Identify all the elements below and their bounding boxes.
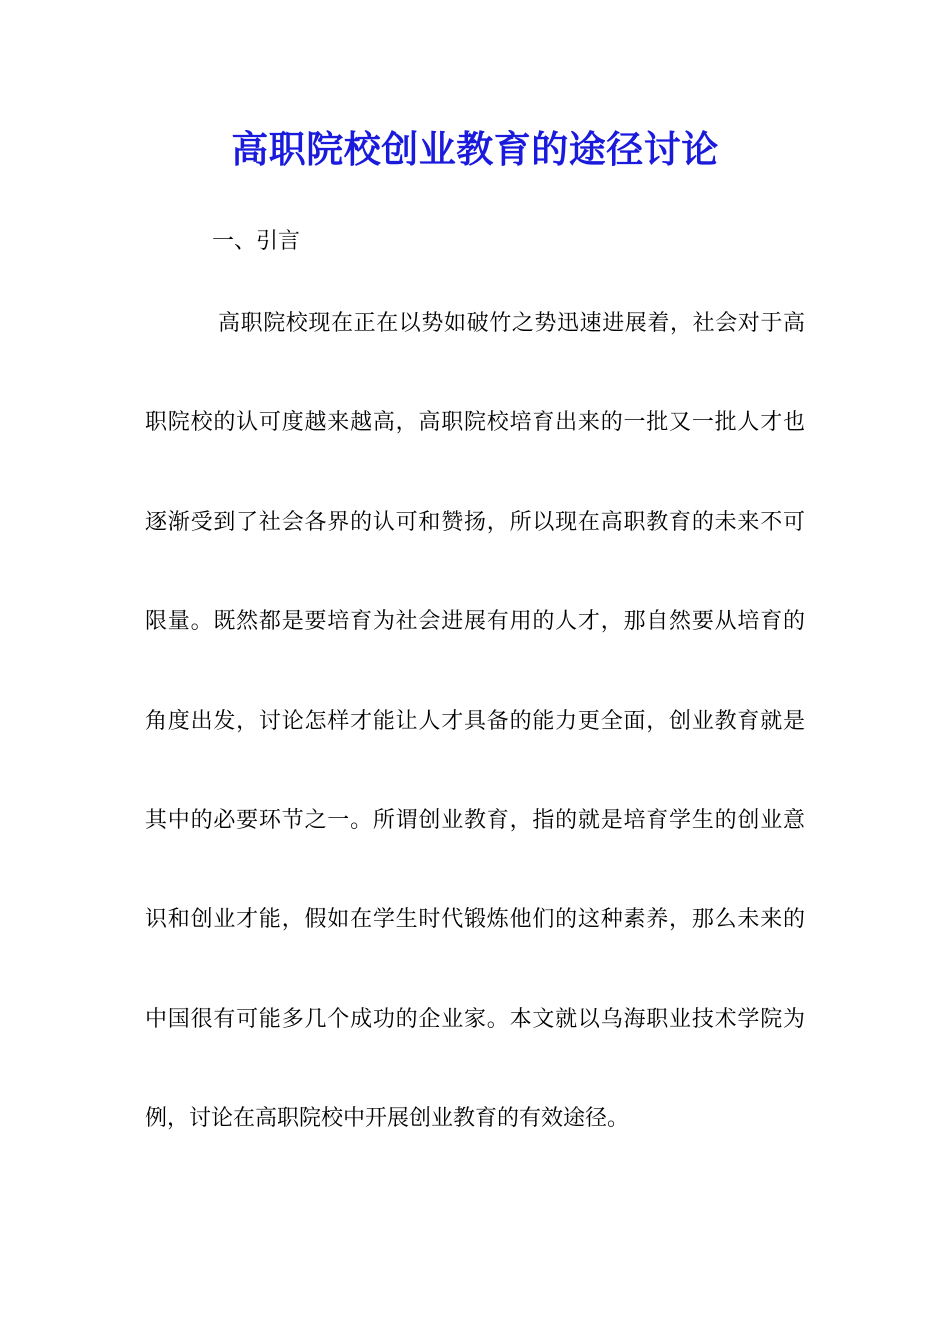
paragraph-line: 逐渐受到了社会各界的认可和赞扬，所以现在高职教育的未来不可 — [145, 510, 805, 535]
document-title: 高职院校创业教育的途径讨论 — [231, 127, 719, 171]
paragraph-line: 职院校的认可度越来越高，高职院校培育出来的一批又一批人才也 — [145, 410, 805, 435]
paragraph-line-last: 例，讨论在高职院校中开展创业教育的有效途径。 — [145, 1106, 630, 1131]
paragraph-line: 中国很有可能多几个成功的企业家。本文就以乌海职业技术学院为 — [145, 1007, 805, 1032]
section-heading-introduction: 一、引言 — [212, 229, 301, 254]
paragraph-line: 限量。既然都是要培育为社会进展有用的人才，那自然要从培育的 — [145, 609, 805, 634]
paragraph-line: 角度出发，讨论怎样才能让人才具备的能力更全面，创业教育就是 — [145, 709, 805, 734]
paragraph-line: 其中的必要环节之一。所谓创业教育，指的就是培育学生的创业意 — [145, 808, 805, 833]
paragraph-line: 高职院校现在正在以势如破竹之势迅速进展着，社会对于高 — [218, 311, 805, 336]
paragraph-line: 识和创业才能，假如在学生时代锻炼他们的这种素养，那么未来的 — [145, 907, 805, 932]
